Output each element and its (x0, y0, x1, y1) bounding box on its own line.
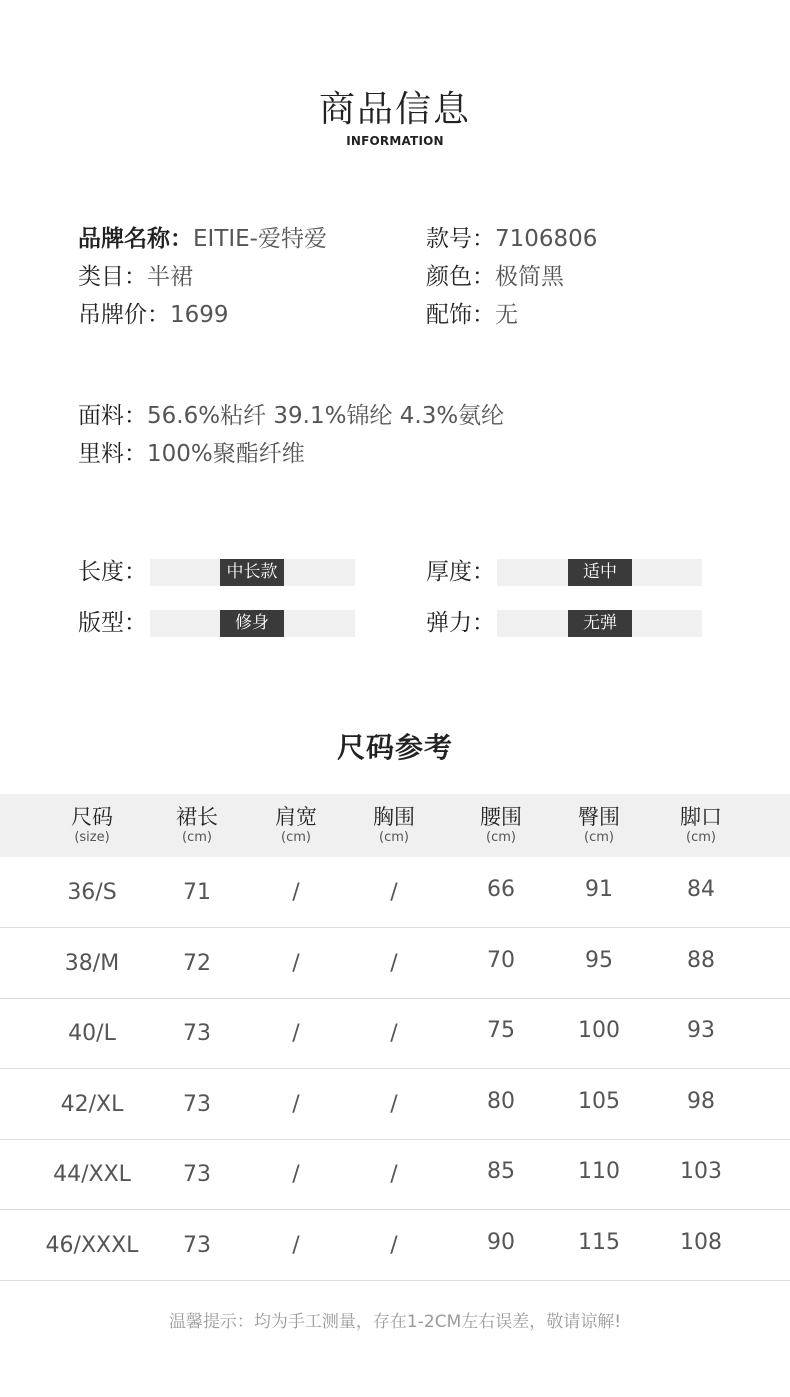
category-row (78, 262, 193, 292)
table-cell: 80 (487, 1088, 515, 1114)
table-cell: / (292, 950, 300, 976)
page-subtitle: INFORMATION (346, 134, 444, 148)
table-cell: 84 (687, 877, 715, 902)
column-header-label: 臀围 (578, 805, 620, 829)
table-cell: / (292, 1232, 300, 1258)
table-cell: 103 (680, 1159, 722, 1184)
page-title: 商品信息 (318, 89, 471, 130)
column-header (42, 804, 142, 846)
column-header-unit: (cm) (486, 830, 516, 845)
accessory-label: 配饰： (426, 302, 495, 328)
table-cell: 66 (487, 877, 515, 902)
table-cell: 38/M (64, 950, 120, 976)
table-cell: 115 (578, 1229, 620, 1255)
color-value: 极简黑 (495, 264, 564, 290)
table-cell: 70 (487, 947, 515, 973)
length-chip: 中长款 (220, 559, 284, 586)
column-header (344, 804, 444, 846)
category-value: 半裙 (147, 264, 193, 290)
table-cell: / (390, 1021, 398, 1046)
table-row (0, 998, 790, 1069)
length-bar (150, 559, 355, 586)
table-cell: 71 (183, 880, 211, 905)
thickness-bar (497, 559, 702, 586)
column-header-label: 胸围 (373, 805, 415, 829)
table-cell: / (292, 1162, 300, 1187)
column-header-label: 尺码 (71, 805, 113, 829)
color-label: 颜色： (426, 264, 495, 290)
price-label: 吊牌价： (78, 302, 170, 328)
accessory-row (426, 300, 518, 330)
table-cell: 90 (487, 1229, 515, 1255)
table-cell: / (390, 880, 398, 905)
table-row (0, 1139, 790, 1210)
fit-bar (150, 610, 355, 637)
column-header (549, 804, 649, 846)
fit-label: 版型： (78, 610, 147, 636)
table-cell: / (390, 1232, 398, 1258)
column-header-unit: (cm) (182, 830, 212, 845)
table-row (0, 1210, 790, 1281)
table-cell: 44/XXL (53, 1162, 131, 1187)
column-header-unit: (cm) (584, 830, 614, 845)
price-value: 1699 (170, 302, 229, 328)
column-header (246, 804, 346, 846)
column-header-unit: (size) (74, 830, 110, 845)
column-header (651, 804, 751, 846)
table-cell: 73 (183, 1021, 211, 1046)
thickness-chip: 适中 (568, 559, 632, 586)
table-cell: 85 (487, 1159, 515, 1184)
table-cell: 108 (680, 1229, 722, 1255)
elasticity-chip: 无弹 (568, 610, 632, 637)
table-cell: / (292, 880, 300, 905)
size-table-header (0, 794, 790, 857)
table-cell: 91 (585, 877, 613, 902)
table-cell: 100 (578, 1018, 620, 1043)
thickness-label: 厚度： (426, 559, 495, 585)
column-header-label: 肩宽 (275, 805, 317, 829)
style-value: 7106806 (495, 226, 598, 252)
table-cell: 73 (183, 1162, 211, 1187)
table-cell: 93 (687, 1018, 715, 1043)
lining-row (78, 439, 305, 469)
table-cell: 95 (585, 947, 613, 973)
fabric-row (78, 401, 504, 431)
table-cell: / (390, 1091, 398, 1117)
table-cell: 72 (183, 950, 211, 976)
column-header-unit: (cm) (379, 830, 409, 845)
style-row (426, 224, 597, 254)
footer-tip: 温馨提示：均为手工测量，存在1-2CM左右误差，敬请谅解! (168, 1312, 622, 1332)
price-row (78, 300, 229, 330)
elasticity-bar (497, 610, 702, 637)
table-cell: / (390, 1162, 398, 1187)
accessory-value: 无 (495, 302, 518, 328)
column-header-unit: (cm) (281, 830, 311, 845)
table-cell: / (292, 1091, 300, 1117)
brand-value: EITIE-爱特爱 (193, 226, 327, 252)
column-header-label: 腰围 (480, 805, 522, 829)
table-cell: / (390, 950, 398, 976)
table-cell: 110 (578, 1159, 620, 1184)
column-header (451, 804, 551, 846)
table-cell: 36/S (67, 880, 117, 905)
table-row (0, 1069, 790, 1140)
column-header (147, 804, 247, 846)
brand-label: 品牌名称： (78, 226, 193, 252)
column-header-label: 脚口 (680, 805, 722, 829)
table-row (0, 857, 790, 928)
table-cell: 98 (687, 1088, 715, 1114)
table-row (0, 928, 790, 999)
table-cell: 42/XL (60, 1091, 124, 1117)
table-cell: 73 (183, 1232, 211, 1258)
column-header-unit: (cm) (686, 830, 716, 845)
table-cell: 73 (183, 1091, 211, 1117)
table-cell: 40/L (68, 1021, 116, 1046)
size-chart-title: 尺码参考 (336, 731, 453, 764)
table-cell: 75 (487, 1018, 515, 1043)
table-cell: / (292, 1021, 300, 1046)
elasticity-label: 弹力： (426, 610, 495, 636)
fit-chip: 修身 (220, 610, 284, 637)
table-cell: 88 (687, 947, 715, 973)
table-cell: 46/XXXL (45, 1232, 139, 1258)
fabric-label: 面料： (78, 403, 147, 429)
length-label: 长度： (78, 559, 147, 585)
column-header-label: 裙长 (176, 805, 218, 829)
category-label: 类目： (78, 264, 147, 290)
style-label: 款号： (426, 226, 495, 252)
table-cell: 105 (578, 1088, 620, 1114)
brand-row (78, 224, 327, 254)
lining-value: 100%聚酯纤维 (147, 441, 305, 467)
lining-label: 里料： (78, 441, 147, 467)
color-row (426, 262, 564, 292)
fabric-value: 56.6%粘纤 39.1%锦纶 4.3%氨纶 (147, 403, 505, 429)
